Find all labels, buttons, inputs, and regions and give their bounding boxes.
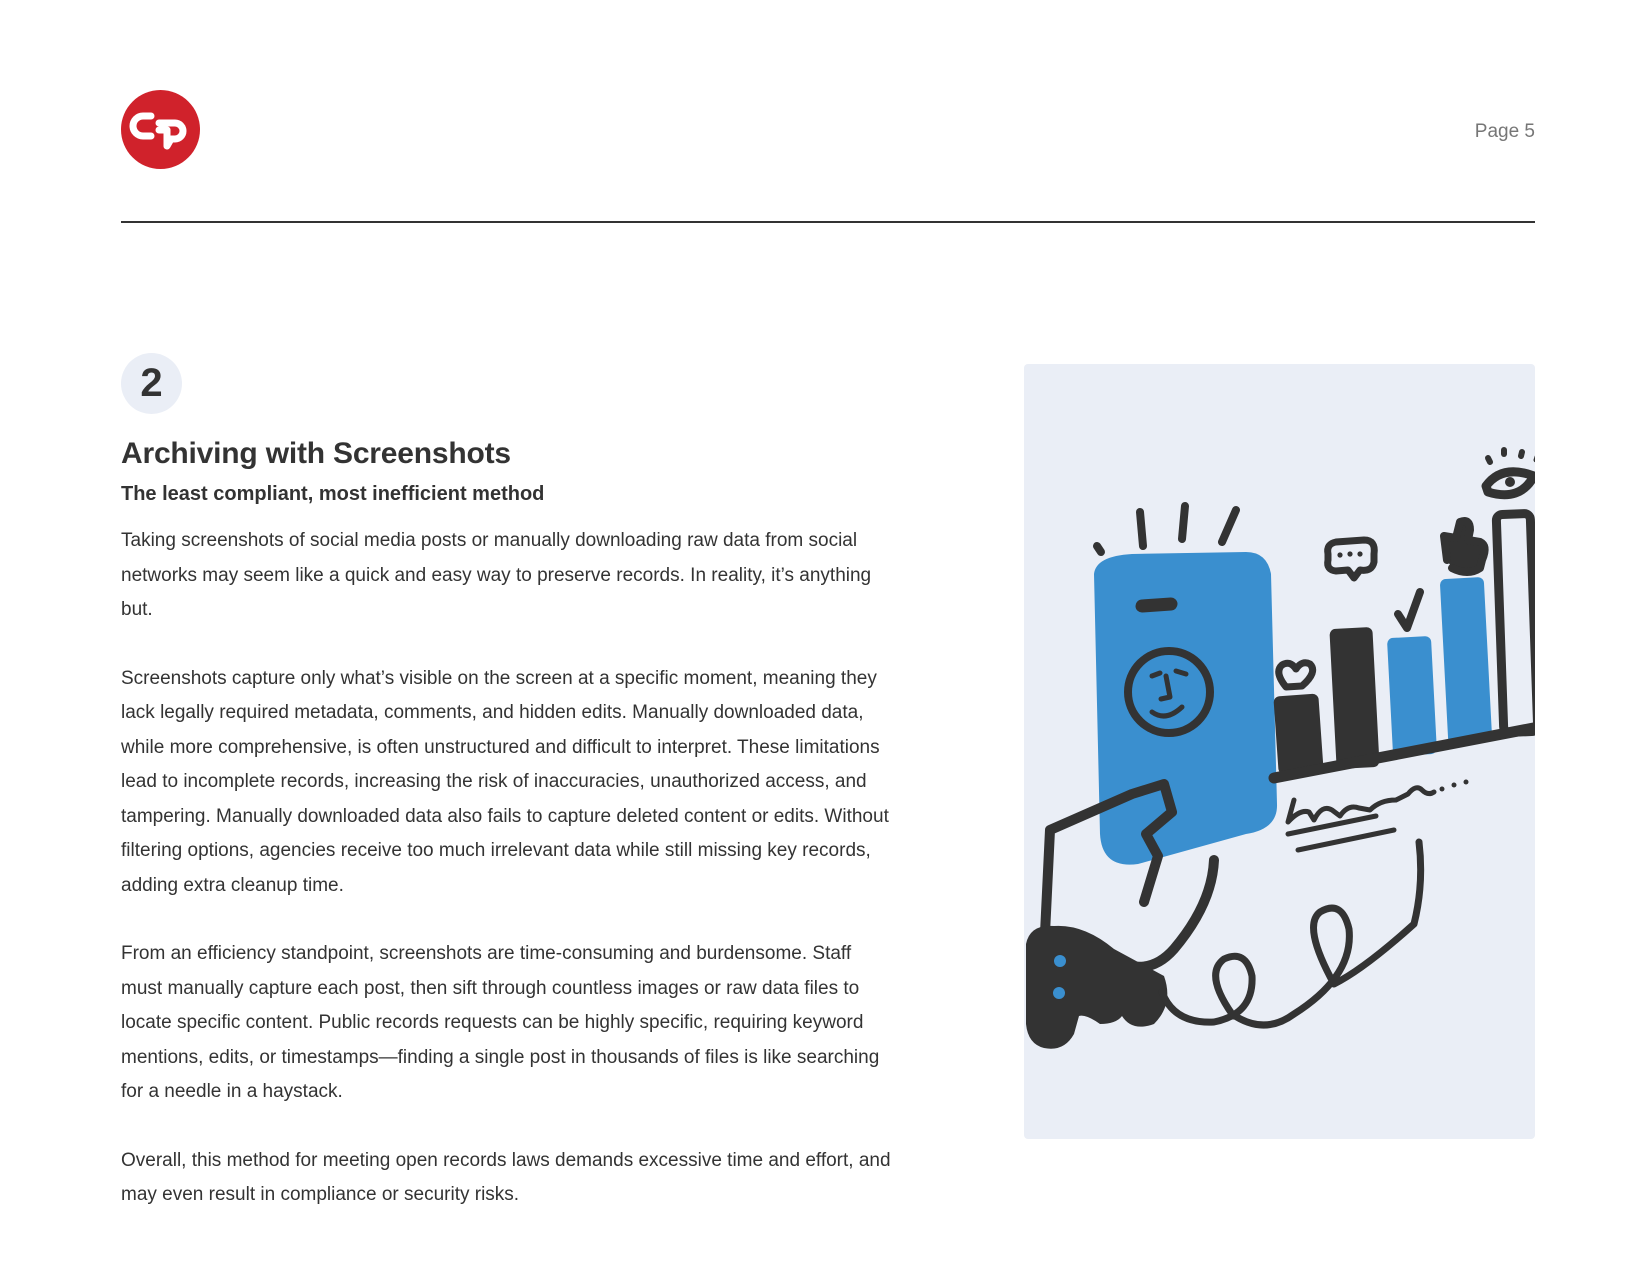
header-divider bbox=[121, 221, 1535, 223]
heart-icon bbox=[1279, 663, 1313, 687]
paragraph-limitations: Screenshots capture only what’s visible on the screen at a specific moment, meaning they lack legally required metadata, comments, and hidden edits. Manually downloaded data, while more comprehensive, is often unstructured and difficult to interpret. These limitations lead to incomplete records, increasing the risk of inaccuracies, unauthorized access, and tampering. Manually downloaded data also fails to capture deleted content or edits. Without filtering options, agencies receive too much irrelevant data while still missing key records, adding extra cleanup time. bbox=[121, 667, 889, 896]
paragraph-intro: Taking screenshots of social media posts or manually downloading raw data from social networks may seem like a quick and easy way to preserve records. In reality, it’s anything but. bbox=[121, 530, 872, 620]
phone-chart-illustration bbox=[1024, 364, 1535, 1139]
phone-icon bbox=[1094, 552, 1277, 865]
chat-bubble-icon bbox=[1328, 540, 1375, 578]
eye-icon bbox=[1486, 450, 1535, 495]
thumbs-up-icon bbox=[1444, 521, 1485, 572]
bar-chart-icon bbox=[1273, 513, 1535, 778]
body-text bbox=[121, 524, 896, 1247]
attention-marks bbox=[1097, 506, 1236, 552]
section-title: Archiving with Screenshots bbox=[121, 437, 511, 470]
paragraph-efficiency: From an efficiency standpoint, screenshots are time-consuming and burdensome. Staff must manually capture each post, then sift through countless images or raw data files to locate specific content. Public records requests can be highly specific, requiring keyword mentions, edits, or timestamps—finding a single post in thousands of files is like searching for a needle in a haystack. bbox=[121, 943, 880, 1102]
page-number: Page 5 bbox=[1474, 121, 1535, 142]
checkmark-icon bbox=[1398, 592, 1420, 628]
paragraph-conclusion: Overall, this method for meeting open records laws demands excessive time and effort, and may even result in compliance or security risks. bbox=[121, 1149, 891, 1205]
brand-logo bbox=[121, 90, 200, 169]
section-subtitle: The least compliant, most inefficient method bbox=[121, 483, 545, 505]
step-number-badge: 2 bbox=[121, 353, 182, 414]
signature-lines-icon bbox=[1288, 780, 1469, 851]
illustration-panel bbox=[1024, 364, 1535, 1139]
